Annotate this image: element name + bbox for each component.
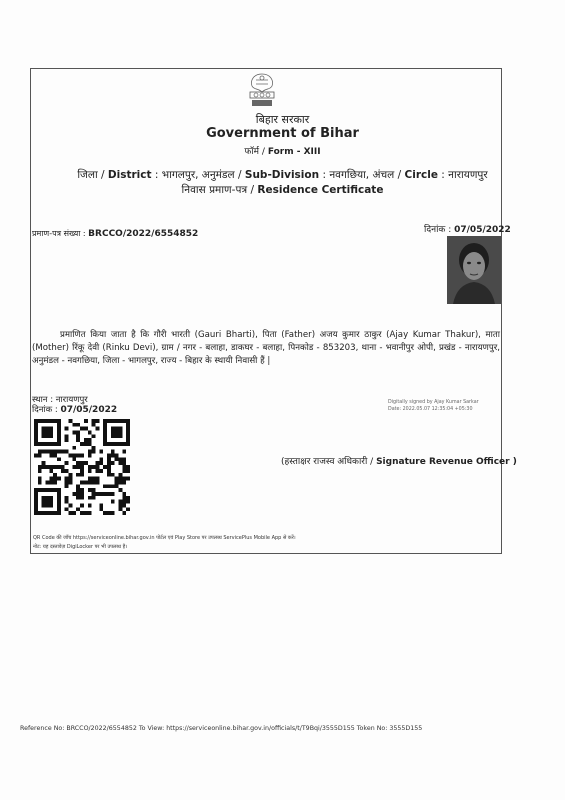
residence-english: Residence Certificate [257, 184, 384, 196]
place-label: स्थान : [32, 395, 54, 405]
digital-signature-date: Date: 2022.05.07 12:35:04 +05:30 [388, 407, 473, 412]
district-value: भागलपुर [161, 169, 196, 181]
bihar-emblem-icon [244, 70, 280, 110]
issue-date [32, 404, 117, 415]
applicant-photo [447, 236, 501, 304]
signature-hindi: (हस्ताक्षर राजस्व अधिकारी / [281, 457, 374, 467]
header-title: Government of Bihar [206, 126, 359, 141]
applicant-photo-icon [447, 236, 501, 304]
form-label: फॉर्म / Form - XIII [244, 147, 321, 157]
form-hindi: फॉर्म [244, 147, 260, 157]
certificate-body-text: प्रमाणित किया जाता है कि गौरी भारती (Gauri Bharti), पिता (Father) अजय कुमार ठाकुर (Ajay Kumar Thakur), माता (Mother) रिंकू देवी (Rinku Devi), ग्राम / नगर - बलाहा, डाकघर - बलाहा, पिनकोड - 853203, थाना - भवानीपुर ओपी, प्रखंड - नारायणपुर, अनुमंडल - नवगछिया, जिला - भागलपुर, राज्य - बिहार के स्थायी निवासी हैं | [32, 330, 500, 366]
subdivision-label: Sub-Division [244, 169, 320, 181]
qr-code-icon [34, 419, 130, 515]
certificate-number-label: प्रमाण-पत्र संख्या : [32, 229, 86, 238]
qr-verification-note [33, 534, 353, 552]
header-hindi-title: बिहार सरकार [255, 113, 310, 126]
qr-note-line-2: नोट: यह दस्तावेज़ DigiLocker पर भी उपलब्ध है। [33, 544, 128, 550]
issue-date-value: 07/05/2022 [60, 405, 118, 415]
subdivision-hindi-label: अनुमंडल [201, 169, 235, 181]
form-number: Form - XIII [267, 147, 321, 157]
district-hindi-label: जिला [77, 169, 98, 181]
digital-signature [388, 399, 479, 413]
district-line: जिला / District : भागलपुर, अनुमंडल / Sub-Division : नवगछिया, अंचल / Circle : नारायणपुर [77, 169, 488, 181]
place-value: नारायणपुर [55, 395, 88, 405]
certificate-date-label: दिनांक : [424, 225, 452, 235]
residence-hindi: निवास प्रमाण-पत्र [181, 184, 248, 196]
district-label: District [107, 169, 152, 181]
digital-signature-name: Digitally signed by Ajay Kumar Sarkar [388, 400, 479, 405]
subdivision-value: नवगछिया [329, 169, 366, 181]
qr-note-line-1: QR Code की जाँच https://serviceonline.bihar.gov.in पोर्टल एवं Play Store पर उपलब्ध ServicePlus Mobile App से करें। [33, 535, 296, 541]
circle-value: नारायणपुर [448, 169, 488, 181]
circle-hindi-label: अंचल [372, 169, 395, 181]
issue-date-label: दिनांक : [32, 405, 58, 415]
signature-line [281, 454, 517, 467]
circle-label: Circle [404, 169, 438, 181]
certificate-number [32, 228, 198, 239]
residence-title: निवास प्रमाण-पत्र / Residence Certificate [181, 184, 384, 196]
certificate-number-value: BRCCO/2022/6554852 [88, 229, 199, 239]
certificate-date-value: 07/05/2022 [454, 225, 511, 235]
signature-english: Signature Revenue Officer ) [376, 457, 517, 467]
footer-reference: Reference No: BRCCO/2022/6554852 To View: https://serviceonline.bihar.gov.in/officials/t/T9Bqi/3555D155 Token No: 3555D155 [20, 725, 423, 732]
certificate-date [424, 222, 511, 235]
